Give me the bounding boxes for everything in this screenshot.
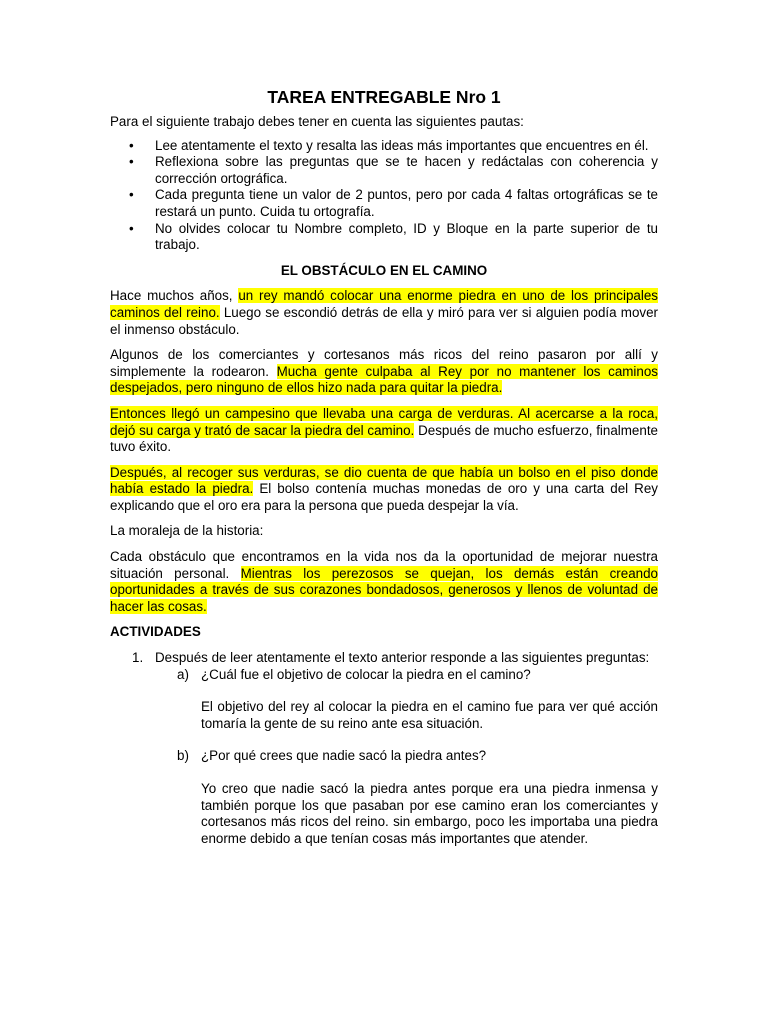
document-content xyxy=(110,86,658,847)
activities-heading: ACTIVIDADES xyxy=(110,624,201,640)
guideline-item xyxy=(110,154,658,187)
question-number: 1. xyxy=(132,650,144,666)
guideline-text: No olvides colocar tu Nombre completo, ID y Bloque en la parte superior de tu trabajo. xyxy=(155,220,658,253)
highlighted-text: Después, al recoger sus verduras, se dio cuenta de que había un bolso en el piso donde había estado la piedra. xyxy=(110,464,658,497)
sub-question-a xyxy=(110,667,658,684)
bullet-icon: • xyxy=(129,154,134,170)
highlighted-text: Entonces llegó un campesino que llevaba una carga de verduras. Al acercarse a la roca, dejó su carga y trató de sacar la piedra del camino. xyxy=(110,405,658,438)
answer-b: Yo creo que nadie sacó la piedra antes porque era una piedra inmensa y también porque los que pasaban por ese camino eran los comerciantes y cortesanos más ricos del reino. sin embargo, poco les importaba una piedra enorme debido a que tenían cosas más importantes que atender. xyxy=(201,781,658,846)
highlighted-text: un rey mandó colocar una enorme piedra en uno de los principales caminos del reino. xyxy=(110,288,658,320)
bullet-icon: • xyxy=(129,220,134,236)
question-text: Después de leer atentamente el texto anterior responde a las siguientes preguntas: xyxy=(155,650,650,666)
text-run: El bolso contenía muchas monedas de oro y una carta del Rey explicando que el oro era para la persona que pueda despejar la vía. xyxy=(110,481,658,513)
text-run: Cada obstáculo que encontramos en la vida nos da la oportunidad de mejorar nuestra situación personal. xyxy=(110,549,658,581)
guideline-text: Cada pregunta tiene un valor de 2 puntos, pero por cada 4 faltas ortográficas se te restará un punto. Cuida tu ortografía. xyxy=(155,187,658,219)
text-run: Después de mucho esfuerzo, finalmente tuvo éxito. xyxy=(110,422,658,455)
answer-a: El objetivo del rey al colocar la piedra en el camino fue para ver qué acción tomaría la gente de su reino ante esa situación. xyxy=(201,699,658,731)
guideline-item xyxy=(110,221,658,254)
intro-text: Para el siguiente trabajo debes tener en cuenta las siguientes pautas: xyxy=(110,114,524,129)
story-paragraph-3 xyxy=(110,406,658,456)
moral-label: La moraleja de la historia: xyxy=(110,523,264,539)
text-run: Hace muchos años, xyxy=(110,288,239,304)
moral-paragraph xyxy=(110,549,658,615)
story-paragraph-4 xyxy=(110,465,658,515)
sub-question-text: ¿Por qué crees que nadie sacó la piedra antes? xyxy=(201,748,487,764)
story-paragraph-2 xyxy=(110,347,658,397)
bullet-icon: • xyxy=(129,187,134,203)
bullet-icon: • xyxy=(129,137,134,153)
highlighted-text: Mucha gente culpaba al Rey por no mantener los caminos despejados, pero ninguno de ellos hizo nada para quitar la piedra. xyxy=(110,363,658,396)
guideline-item xyxy=(110,187,658,220)
guidelines-list xyxy=(110,138,658,254)
sub-question-b xyxy=(110,748,658,765)
story-title: EL OBSTÁCULO EN EL CAMINO xyxy=(280,262,488,278)
sub-question-label: a) xyxy=(177,666,189,682)
text-run: Algunos de los comerciantes y cortesanos más ricos del reino pasaron por allí y simplemente la rodearon. xyxy=(110,347,658,379)
guideline-text: Lee atentamente el texto y resalta las ideas más importantes que encuentres en él. xyxy=(155,137,649,153)
sub-question-text: ¿Cuál fue el objetivo de colocar la piedra en el camino? xyxy=(201,666,531,682)
guideline-text: Reflexiona sobre las preguntas que se te hacen y redáctalas con coherencia y corrección ortográfica. xyxy=(155,154,658,186)
sub-question-label: b) xyxy=(177,748,189,764)
guideline-item xyxy=(110,138,658,155)
page-title: TAREA ENTREGABLE Nro 1 xyxy=(267,87,501,107)
text-run: Luego se escondió detrás de ella y miró para ver si alguien podía mover el inmenso obstáculo. xyxy=(110,304,658,337)
question-1 xyxy=(110,650,658,667)
story-paragraph-1 xyxy=(110,288,658,338)
highlighted-text: Mientras los perezosos se quejan, los demás están creando oportunidades a través de sus corazones bondadosos, generosos y llenos de voluntad de hacer las cosas. xyxy=(110,565,658,614)
